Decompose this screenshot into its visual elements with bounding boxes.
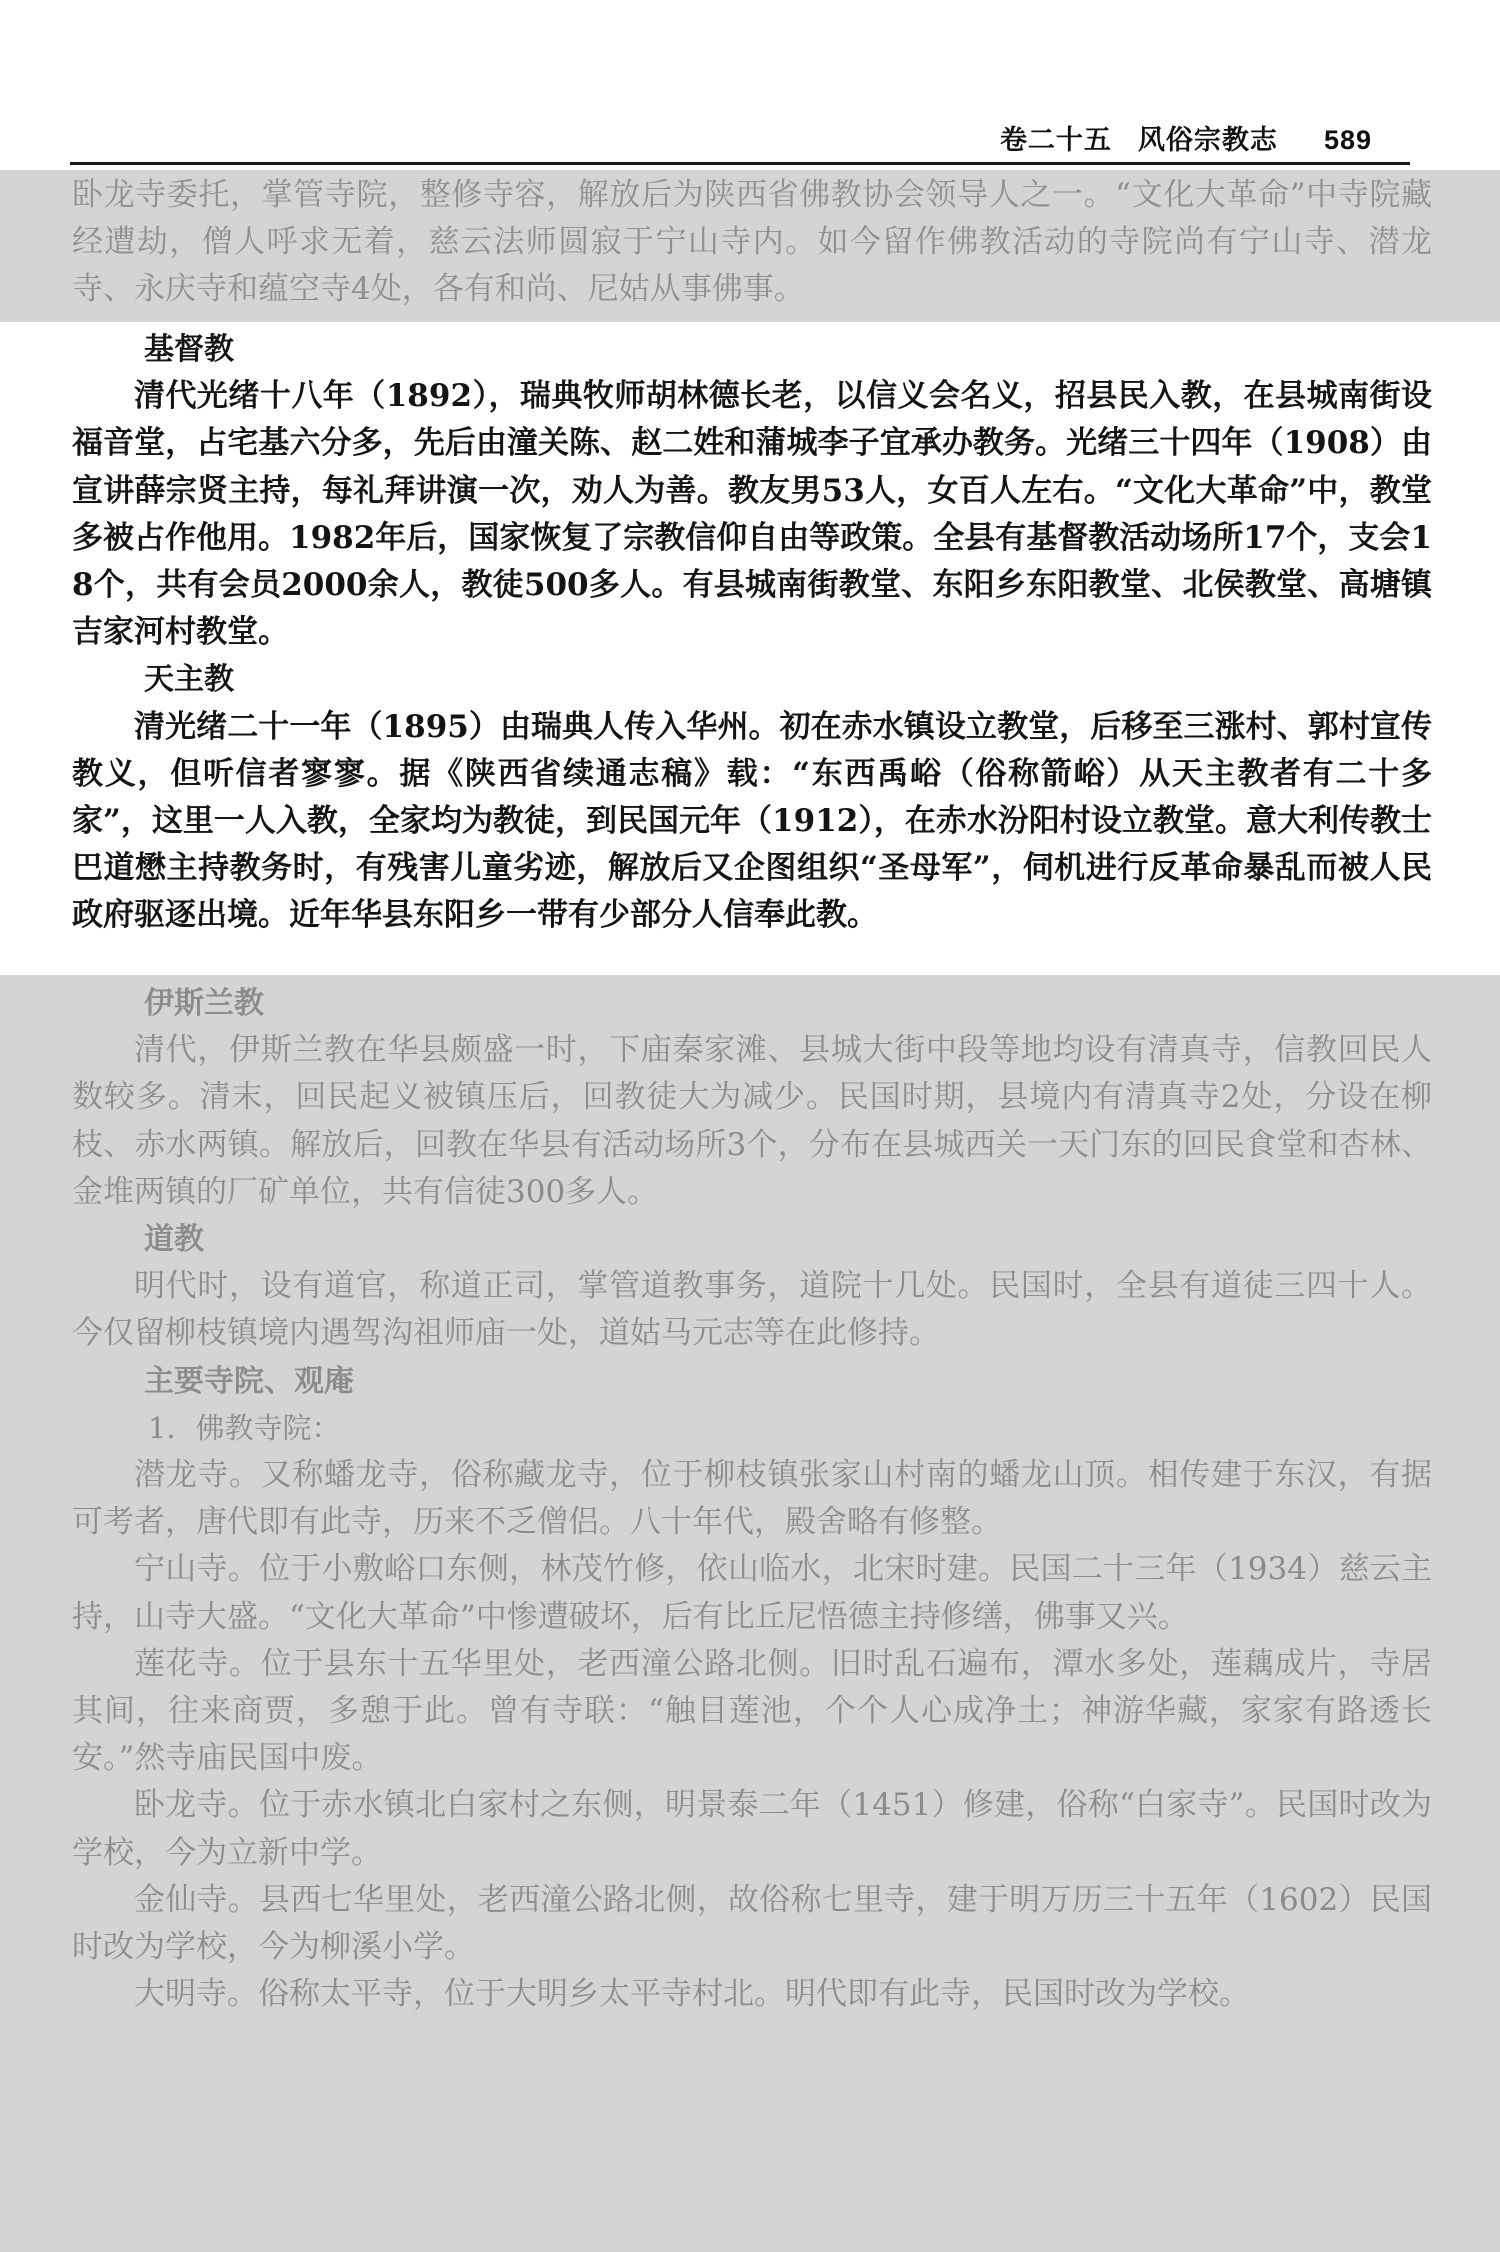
temple-entry: 潜龙寺。又称蟠龙寺，俗称藏龙寺，位于柳枝镇张家山村南的蟠龙山顶。相传建于东汉，有据可考者，唐代即有此寺，历来不乏僧侣。八十年代，殿舍略有修整。: [72, 1457, 1432, 1541]
highlighted-section: [72, 326, 1432, 940]
christianity-heading: 基督教: [144, 332, 234, 367]
buddhism-tail-paragraph: 卧龙寺委托，掌管寺院，整修寺容，解放后为陕西省佛教协会领导人之一。“文化大革命”中寺院藏经遭劫，僧人呼求无着，慈云法师圆寂于宁山寺内。如今留作佛教活动的寺院尚有宁山寺、潜龙寺、永庆寺和蕴空寺4处，各有和尚、尼姑从事佛事。: [72, 177, 1432, 308]
remaining-sections: [72, 980, 1432, 2018]
volume-label: 卷二十五: [999, 125, 1112, 156]
page-number: 589: [1323, 125, 1372, 155]
temples-heading: 主要寺院、观庵: [144, 1363, 354, 1399]
temple-entry: 卧龙寺。位于赤水镇北白家村之东侧，明景泰二年（1451）修建，俗称“白家寺”。民国时改为学校，今为立新中学。: [72, 1787, 1432, 1871]
islam-heading: 伊斯兰教: [144, 986, 264, 1021]
header-rule: [70, 162, 1410, 165]
temple-entry: 莲花寺。位于县东十五华里处，老西潼公路北侧。旧时乱石遍布，潭水多处，莲藕成片，寺居其间，往来商贾，多憩于此。曾有寺联：“触目莲池，个个人心成净土；神游华藏，家家有路透长安。”然寺庙民国中废。: [72, 1645, 1432, 1777]
catholicism-heading: 天主教: [144, 662, 234, 698]
temple-entry: 大明寺。俗称太平寺，位于大明乡太平寺村北。明代即有此寺，民国时改为学校。: [134, 1976, 1250, 2013]
islam-paragraph: 清代，伊斯兰教在华县颇盛一时，下庙秦家滩、县城大街中段等地均设有清真寺，信教回民人数较多。清末，回民起义被镇压后，回教徒大为减少。民国时期，县境内有清真寺2处，分设在柳枝、赤水两镇。解放后，回教在华县有活动场所3个，分布在县城西关一天门东的回民食堂和杏林、金堆两镇的厂矿单位，共有信徒300多人。: [72, 1032, 1432, 1210]
running-header: [974, 118, 1372, 157]
temple-entry: 金仙寺。县西七华里处，老西潼公路北侧，故俗称七里寺，建于明万历三十五年（1602）民国时改为学校，今为柳溪小学。: [72, 1881, 1432, 1966]
buddhism-continuation: [72, 172, 1432, 314]
catholicism-paragraph: 清光绪二十一年（1895）由瑞典人传入华州。初在赤水镇设立教堂，后移至三涨村、郭村宣传教义，但听信者寥寥。据《陕西省续通志稿》载：“东西禹峪（俗称箭峪）从天主教者有二十多家”，这里一人入教，全家均为教徒，到民国元年（1912），在赤水汾阳村设立教堂。意大利传教士巴道懋主持教务时，有残害儿童劣迹，解放后又企图组织“圣母军”，伺机进行反革命暴乱而被人民政府驱逐出境。近年华县东阳乡一带有少部分人信奉此教。: [72, 708, 1432, 934]
section-label: 风俗宗教志: [1137, 125, 1278, 156]
christianity-paragraph: 清代光绪十八年（1892），瑞典牧师胡林德长老，以信义会名义，招县民入教，在县城南街设福音堂，占宅基六分多，先后由潼关陈、赵二姓和蒲城李子宜承办教务。光绪三十四年（1908）由宣讲薛宗贤主持，每礼拜讲演一次，劝人为善。教友男53人，女百人左右。“文化大革命”中，教堂多被占作他用。1982年后，国家恢复了宗教信仰自由等政策。全县有基督教活动场所17个，支会18个，共有会员2000余人，教徒500多人。有县城南街教堂、东阳乡东阳教堂、北侯教堂、高塘镇吉家河村教堂。: [72, 378, 1432, 651]
temples-subheading: 1．佛教寺院：: [148, 1410, 341, 1445]
taoism-heading: 道教: [144, 1222, 204, 1258]
temple-entry: 宁山寺。位于小敷峪口东侧，林茂竹修，依山临水，北宋时建。民国二十三年（1934）慈云主持，山寺大盛。“文化大革命”中惨遭破坏，后有比丘尼悟德主持修缮，佛事又兴。: [72, 1551, 1432, 1635]
taoism-paragraph: 明代时，设有道官，称道正司，掌管道教事务，道院十几处。民国时，全县有道徒三四十人。今仅留柳枝镇境内遇驾沟祖师庙一处，道姑马元志等在此修持。: [72, 1268, 1432, 1352]
